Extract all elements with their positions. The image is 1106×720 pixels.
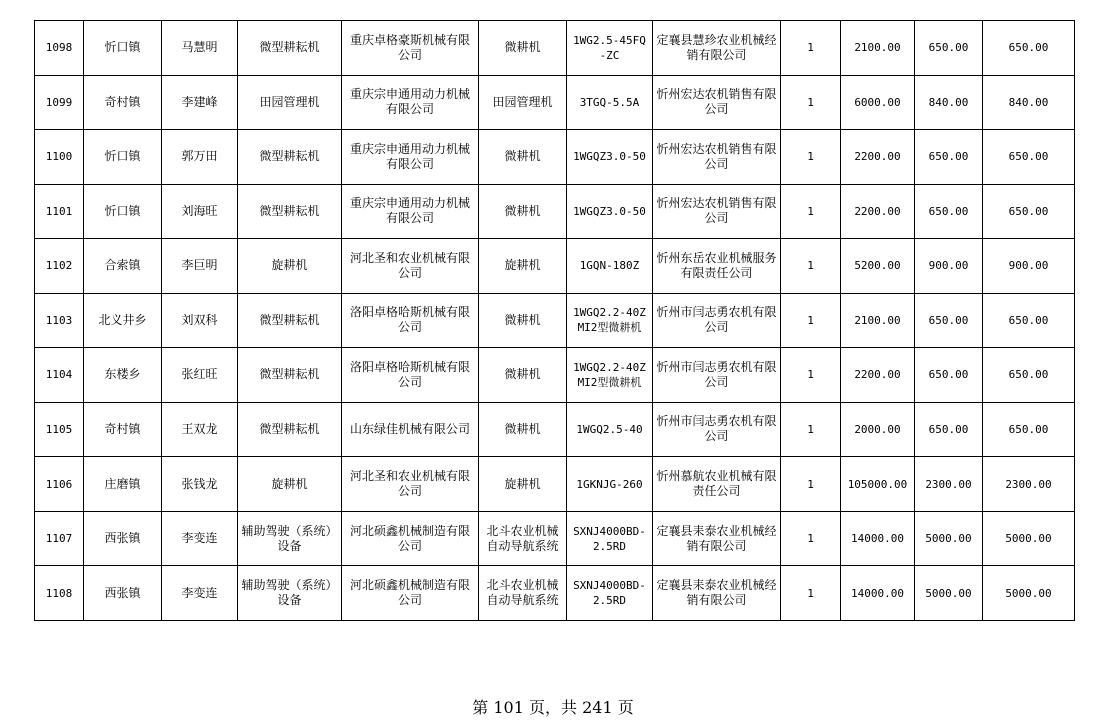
cell-farmer-name: 王双龙 bbox=[162, 402, 238, 457]
cell-manufacturer: 河北圣和农业机械有限公司 bbox=[342, 457, 479, 512]
cell-serial-no: 1104 bbox=[35, 348, 84, 403]
cell-model: 1WGQ2.2-40ZMI2型微耕机 bbox=[567, 348, 653, 403]
cell-quantity: 1 bbox=[781, 293, 841, 348]
cell-dealer: 忻州东岳农业机械服务有限责任公司 bbox=[653, 239, 781, 294]
cell-model: 1GQN-180Z bbox=[567, 239, 653, 294]
cell-dealer: 忻州宏达农机销售有限公司 bbox=[653, 75, 781, 130]
cell-machine-category: 田园管理机 bbox=[238, 75, 342, 130]
cell-total-subsidy: 5000.00 bbox=[983, 511, 1075, 566]
cell-total-subsidy: 650.00 bbox=[983, 348, 1075, 403]
cell-serial-no: 1100 bbox=[35, 130, 84, 185]
cell-sale-price: 2100.00 bbox=[841, 293, 915, 348]
cell-sale-price: 5200.00 bbox=[841, 239, 915, 294]
table-row bbox=[35, 511, 1075, 566]
cell-sale-price: 14000.00 bbox=[841, 511, 915, 566]
cell-serial-no: 1102 bbox=[35, 239, 84, 294]
page-footer: 第 101 页，共 241 页 bbox=[472, 698, 634, 717]
cell-dealer: 定襄县耒泰农业机械经销有限公司 bbox=[653, 566, 781, 621]
cell-machine-category: 微型耕耘机 bbox=[238, 184, 342, 239]
cell-quantity: 1 bbox=[781, 239, 841, 294]
cell-model: 1GKNJG-260 bbox=[567, 457, 653, 512]
cell-township: 忻口镇 bbox=[84, 130, 162, 185]
cell-machine-category: 微型耕耘机 bbox=[238, 21, 342, 76]
cell-subsidy-amount: 2300.00 bbox=[915, 457, 983, 512]
cell-dealer: 忻州宏达农机销售有限公司 bbox=[653, 184, 781, 239]
table-row bbox=[35, 75, 1075, 130]
cell-subsidy-amount: 5000.00 bbox=[915, 511, 983, 566]
cell-sale-price: 2200.00 bbox=[841, 130, 915, 185]
cell-model: 1WGQ2.5-40 bbox=[567, 402, 653, 457]
cell-machine-category: 微型耕耘机 bbox=[238, 293, 342, 348]
cell-manufacturer: 重庆宗申通用动力机械有限公司 bbox=[342, 184, 479, 239]
cell-total-subsidy: 900.00 bbox=[983, 239, 1075, 294]
cell-township: 奇村镇 bbox=[84, 402, 162, 457]
cell-total-subsidy: 650.00 bbox=[983, 293, 1075, 348]
cell-township: 北义井乡 bbox=[84, 293, 162, 348]
cell-machine-category: 旋耕机 bbox=[238, 239, 342, 294]
cell-machine-category: 微型耕耘机 bbox=[238, 348, 342, 403]
cell-product-name: 微耕机 bbox=[479, 348, 567, 403]
cell-quantity: 1 bbox=[781, 75, 841, 130]
cell-township: 西张镇 bbox=[84, 511, 162, 566]
cell-subsidy-amount: 900.00 bbox=[915, 239, 983, 294]
cell-farmer-name: 马慧明 bbox=[162, 21, 238, 76]
cell-total-subsidy: 5000.00 bbox=[983, 566, 1075, 621]
cell-subsidy-amount: 840.00 bbox=[915, 75, 983, 130]
table-row bbox=[35, 566, 1075, 621]
cell-township: 合索镇 bbox=[84, 239, 162, 294]
cell-total-subsidy: 650.00 bbox=[983, 402, 1075, 457]
cell-manufacturer: 山东绿佳机械有限公司 bbox=[342, 402, 479, 457]
cell-farmer-name: 张钱龙 bbox=[162, 457, 238, 512]
cell-total-subsidy: 650.00 bbox=[983, 130, 1075, 185]
cell-manufacturer: 洛阳卓格哈斯机械有限公司 bbox=[342, 293, 479, 348]
table-row bbox=[35, 184, 1075, 239]
cell-quantity: 1 bbox=[781, 130, 841, 185]
cell-township: 东楼乡 bbox=[84, 348, 162, 403]
cell-total-subsidy: 650.00 bbox=[983, 184, 1075, 239]
cell-serial-no: 1099 bbox=[35, 75, 84, 130]
cell-model: 1WGQ2.2-40ZMI2型微耕机 bbox=[567, 293, 653, 348]
cell-farmer-name: 李变连 bbox=[162, 511, 238, 566]
cell-machine-category: 辅助驾驶（系统）设备 bbox=[238, 511, 342, 566]
cell-dealer: 忻州市闫志勇农机有限公司 bbox=[653, 348, 781, 403]
cell-farmer-name: 张红旺 bbox=[162, 348, 238, 403]
cell-farmer-name: 刘海旺 bbox=[162, 184, 238, 239]
cell-sale-price: 6000.00 bbox=[841, 75, 915, 130]
cell-model: SXNJ4000BD-2.5RD bbox=[567, 566, 653, 621]
cell-subsidy-amount: 650.00 bbox=[915, 348, 983, 403]
table-row bbox=[35, 239, 1075, 294]
cell-model: SXNJ4000BD-2.5RD bbox=[567, 511, 653, 566]
table-row bbox=[35, 402, 1075, 457]
cell-sale-price: 2200.00 bbox=[841, 348, 915, 403]
cell-model: 1WGQZ3.0-50 bbox=[567, 130, 653, 185]
cell-serial-no: 1101 bbox=[35, 184, 84, 239]
cell-product-name: 北斗农业机械自动导航系统 bbox=[479, 511, 567, 566]
cell-dealer: 定襄县慧珍农业机械经销有限公司 bbox=[653, 21, 781, 76]
table-row bbox=[35, 130, 1075, 185]
table-row bbox=[35, 293, 1075, 348]
cell-quantity: 1 bbox=[781, 348, 841, 403]
cell-farmer-name: 郭万田 bbox=[162, 130, 238, 185]
cell-model: 1WG2.5-45FQ-ZC bbox=[567, 21, 653, 76]
cell-township: 庄磨镇 bbox=[84, 457, 162, 512]
cell-total-subsidy: 2300.00 bbox=[983, 457, 1075, 512]
cell-sale-price: 2000.00 bbox=[841, 402, 915, 457]
cell-township: 忻口镇 bbox=[84, 21, 162, 76]
cell-manufacturer: 重庆宗申通用动力机械有限公司 bbox=[342, 130, 479, 185]
cell-sale-price: 14000.00 bbox=[841, 566, 915, 621]
cell-serial-no: 1106 bbox=[35, 457, 84, 512]
cell-manufacturer: 洛阳卓格哈斯机械有限公司 bbox=[342, 348, 479, 403]
cell-serial-no: 1108 bbox=[35, 566, 84, 621]
cell-serial-no: 1105 bbox=[35, 402, 84, 457]
cell-quantity: 1 bbox=[781, 184, 841, 239]
cell-dealer: 定襄县耒泰农业机械经销有限公司 bbox=[653, 511, 781, 566]
cell-dealer: 忻州市闫志勇农机有限公司 bbox=[653, 402, 781, 457]
cell-product-name: 微耕机 bbox=[479, 130, 567, 185]
subsidy-table bbox=[34, 20, 1075, 621]
cell-farmer-name: 李变连 bbox=[162, 566, 238, 621]
cell-sale-price: 2200.00 bbox=[841, 184, 915, 239]
cell-serial-no: 1107 bbox=[35, 511, 84, 566]
cell-subsidy-amount: 650.00 bbox=[915, 293, 983, 348]
cell-township: 奇村镇 bbox=[84, 75, 162, 130]
cell-product-name: 微耕机 bbox=[479, 402, 567, 457]
cell-farmer-name: 李巨明 bbox=[162, 239, 238, 294]
cell-farmer-name: 李建峰 bbox=[162, 75, 238, 130]
table-row bbox=[35, 457, 1075, 512]
cell-manufacturer: 重庆卓格豪斯机械有限公司 bbox=[342, 21, 479, 76]
cell-quantity: 1 bbox=[781, 21, 841, 76]
cell-product-name: 旋耕机 bbox=[479, 239, 567, 294]
cell-product-name: 旋耕机 bbox=[479, 457, 567, 512]
cell-machine-category: 旋耕机 bbox=[238, 457, 342, 512]
cell-model: 1WGQZ3.0-50 bbox=[567, 184, 653, 239]
cell-model: 3TGQ-5.5A bbox=[567, 75, 653, 130]
cell-product-name: 田园管理机 bbox=[479, 75, 567, 130]
cell-subsidy-amount: 650.00 bbox=[915, 130, 983, 185]
cell-subsidy-amount: 650.00 bbox=[915, 402, 983, 457]
cell-quantity: 1 bbox=[781, 457, 841, 512]
cell-quantity: 1 bbox=[781, 566, 841, 621]
cell-subsidy-amount: 650.00 bbox=[915, 184, 983, 239]
cell-manufacturer: 河北硕鑫机械制造有限公司 bbox=[342, 566, 479, 621]
cell-manufacturer: 河北圣和农业机械有限公司 bbox=[342, 239, 479, 294]
cell-subsidy-amount: 650.00 bbox=[915, 21, 983, 76]
cell-total-subsidy: 650.00 bbox=[983, 21, 1075, 76]
cell-product-name: 微耕机 bbox=[479, 293, 567, 348]
cell-serial-no: 1103 bbox=[35, 293, 84, 348]
cell-quantity: 1 bbox=[781, 402, 841, 457]
cell-total-subsidy: 840.00 bbox=[983, 75, 1075, 130]
cell-township: 西张镇 bbox=[84, 566, 162, 621]
cell-sale-price: 2100.00 bbox=[841, 21, 915, 76]
cell-manufacturer: 重庆宗申通用动力机械有限公司 bbox=[342, 75, 479, 130]
cell-township: 忻口镇 bbox=[84, 184, 162, 239]
cell-serial-no: 1098 bbox=[35, 21, 84, 76]
cell-subsidy-amount: 5000.00 bbox=[915, 566, 983, 621]
cell-product-name: 微耕机 bbox=[479, 21, 567, 76]
cell-product-name: 北斗农业机械自动导航系统 bbox=[479, 566, 567, 621]
cell-farmer-name: 刘双科 bbox=[162, 293, 238, 348]
cell-machine-category: 微型耕耘机 bbox=[238, 130, 342, 185]
cell-product-name: 微耕机 bbox=[479, 184, 567, 239]
cell-dealer: 忻州慕航农业机械有限责任公司 bbox=[653, 457, 781, 512]
cell-quantity: 1 bbox=[781, 511, 841, 566]
cell-machine-category: 微型耕耘机 bbox=[238, 402, 342, 457]
cell-dealer: 忻州市闫志勇农机有限公司 bbox=[653, 293, 781, 348]
table-row bbox=[35, 21, 1075, 76]
cell-sale-price: 105000.00 bbox=[841, 457, 915, 512]
cell-manufacturer: 河北硕鑫机械制造有限公司 bbox=[342, 511, 479, 566]
cell-machine-category: 辅助驾驶（系统）设备 bbox=[238, 566, 342, 621]
table-row bbox=[35, 348, 1075, 403]
cell-dealer: 忻州宏达农机销售有限公司 bbox=[653, 130, 781, 185]
